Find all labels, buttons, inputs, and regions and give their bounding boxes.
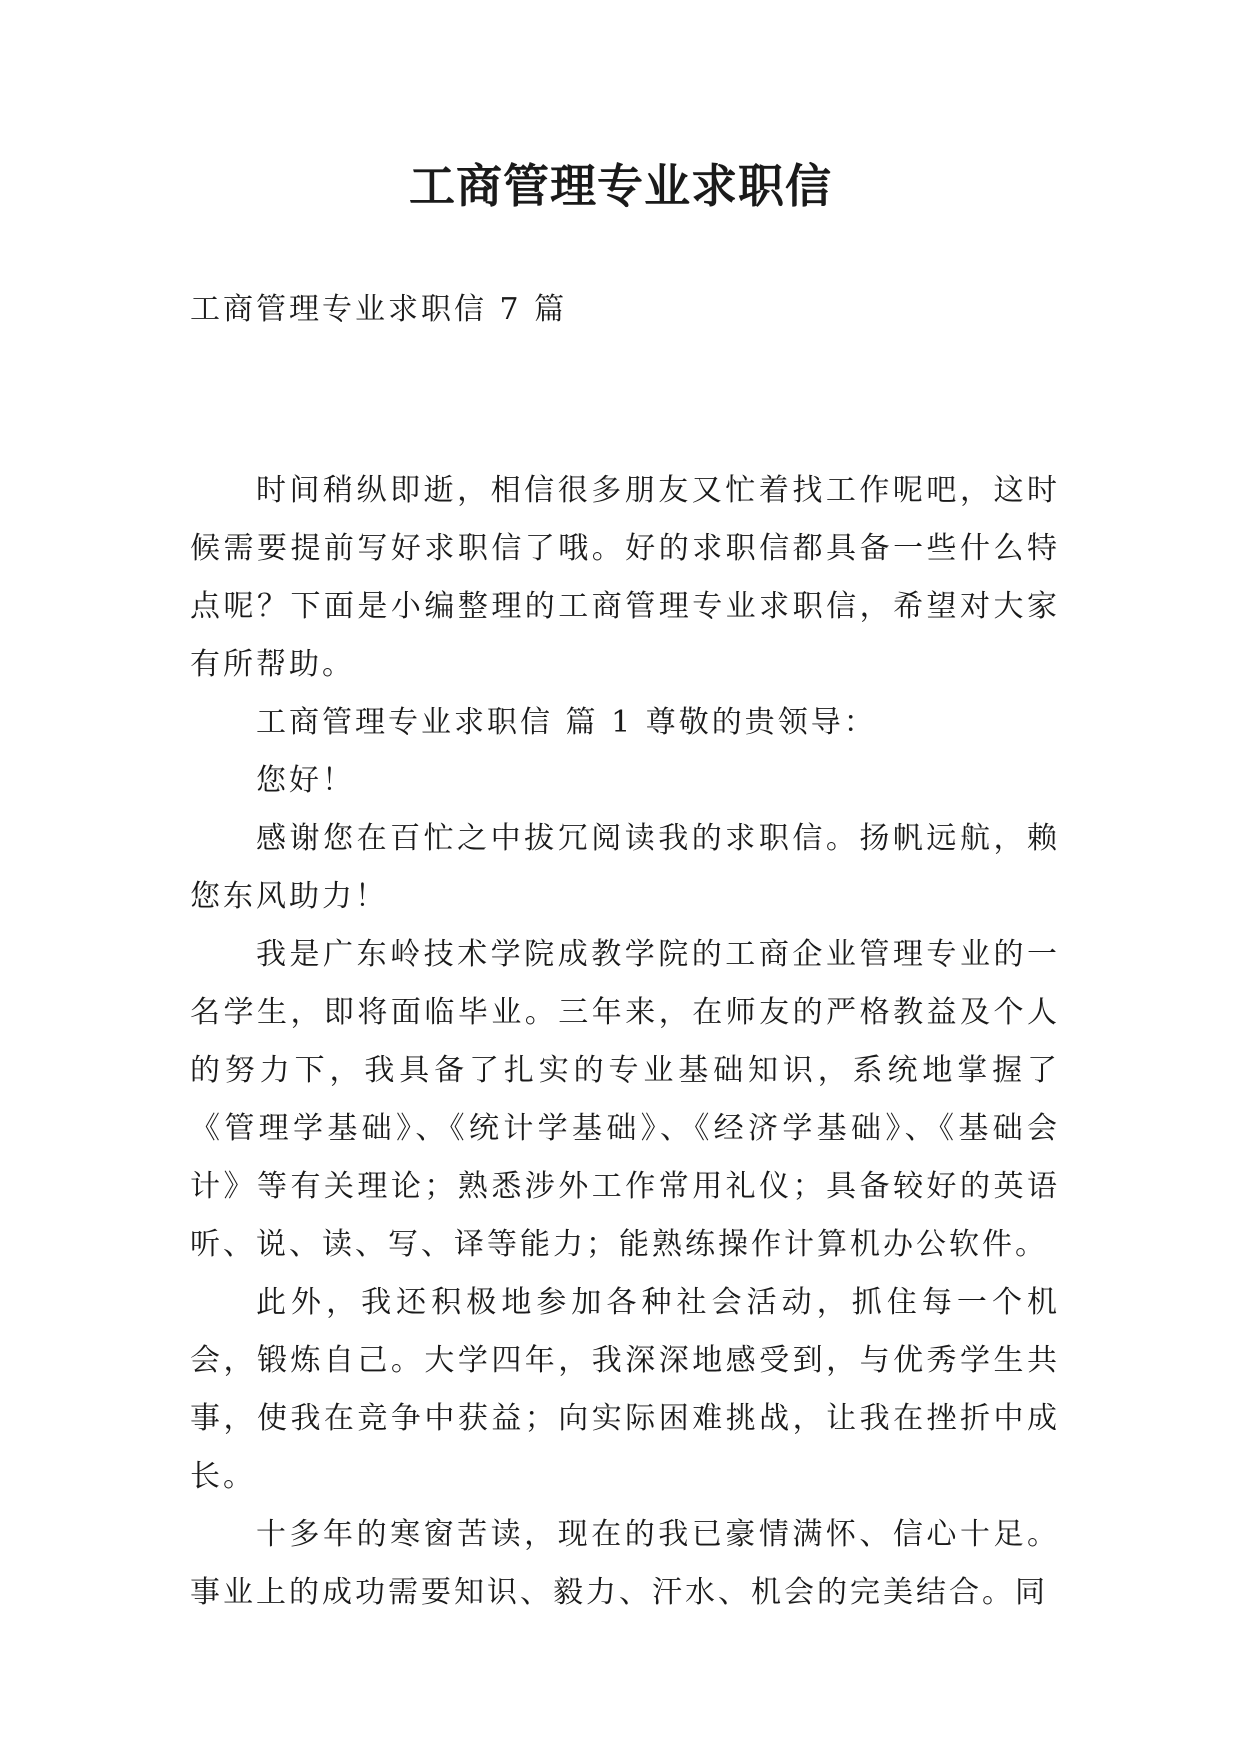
paragraph-background: 我是广东岭技术学院成教学院的工商企业管理专业的一名学生，即将面临毕业。三年来，在师友的严格教益及个人的努力下，我具备了扎实的专业基础知识，系统地掌握了《管理学基础》、《统计学基础》、《经济学基础》、《基础会计》等有关理论；熟悉涉外工作常用礼仪；具备较好的英语听、说、读、写、译等能力；能熟练操作计算机办公软件。 [190,937,1060,1262]
document-body [190,462,1060,1622]
document-title: 工商管理专业求职信 [409,159,832,213]
paragraph-intro: 时间稍纵即逝，相信很多朋友又忙着找工作呢吧，这时候需要提前写好求职信了哦。好的求职信都具备一些什么特点呢？下面是小编整理的工商管理专业求职信，希望对大家有所帮助。 [190,473,1060,682]
document-subtitle: 工商管理专业求职信 7 篇 [190,292,568,327]
paragraph-confidence: 十多年的寒窗苦读，现在的我已豪情满怀、信心十足。事业上的成功需要知识、毅力、汗水、机会的完美结合。同 [190,1517,1060,1610]
paragraph-thanks: 感谢您在百忙之中拔冗阅读我的求职信。扬帆远航，赖您东风助力！ [190,821,1060,914]
paragraph-letter-heading: 工商管理专业求职信 篇 1 尊敬的贵领导： [256,705,877,740]
paragraph-activities: 此外，我还积极地参加各种社会活动，抓住每一个机会，锻炼自己。大学四年，我深深地感受到，与优秀学生共事，使我在竞争中获益；向实际困难挑战，让我在挫折中成长。 [190,1285,1060,1494]
paragraph-greeting: 您好！ [256,763,355,798]
